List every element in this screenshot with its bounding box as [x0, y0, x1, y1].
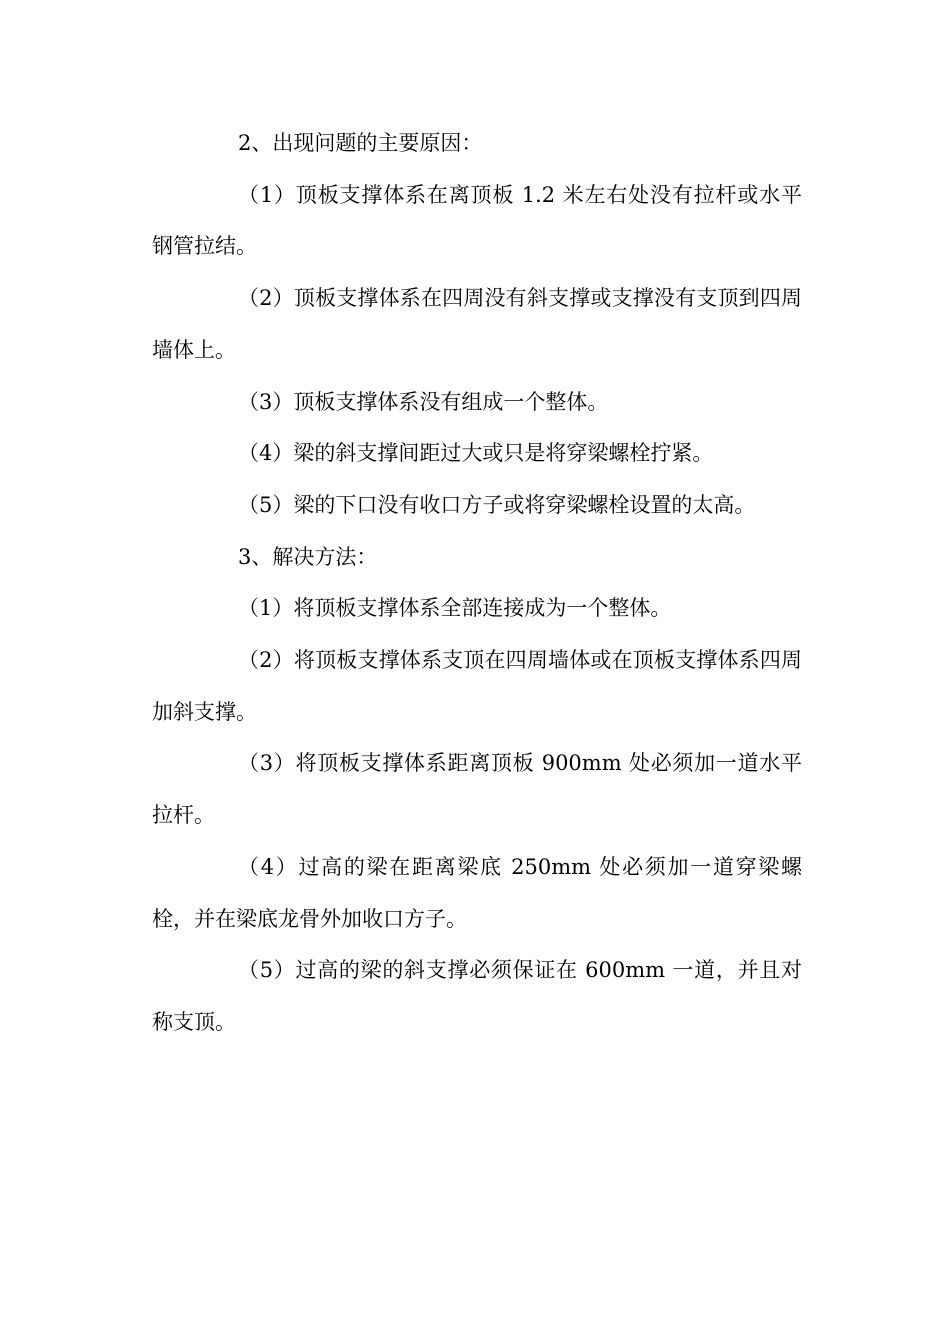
document-body [152, 118, 802, 1049]
solution-item-1: （1）将顶板支撑体系全部连接成为一个整体。 [238, 596, 672, 621]
solution-item-5: （5）过高的梁的斜支撑必须保证在 600mm 一道，并且对称支顶。 [152, 958, 802, 1034]
solution-item-4: （4）过高的梁在距离梁底 250mm 处必须加一道穿梁螺栓，并在梁底龙骨外加收口方子。 [152, 854, 802, 931]
section-heading-causes: 2、出现问题的主要原因： [238, 131, 483, 155]
cause-item-3: （3）顶板支撑体系没有组成一个整体。 [238, 389, 609, 414]
cause-item-5: （5）梁的下口没有收口方子或将穿梁螺栓设置的太高。 [238, 492, 756, 517]
cause-item-4: （4）梁的斜支撑间距过大或只是将穿梁螺栓拧紧。 [238, 441, 714, 466]
cause-item-1: （1）顶板支撑体系在离顶板 1.2 米左右处没有拉杆或水平钢管拉结。 [152, 182, 802, 259]
section-heading-solutions: 3、解决方法： [238, 544, 378, 569]
cause-item-2: （2）顶板支撑体系在四周没有斜支撑或支撑没有支顶到四周墙体上。 [152, 286, 802, 362]
solution-item-3: （3）将顶板支撑体系距离顶板 900mm 处必须加一道水平拉杆。 [152, 751, 802, 828]
solution-item-2: （2）将顶板支撑体系支顶在四周墙体或在顶板支撑体系四周加斜支撑。 [152, 648, 802, 724]
